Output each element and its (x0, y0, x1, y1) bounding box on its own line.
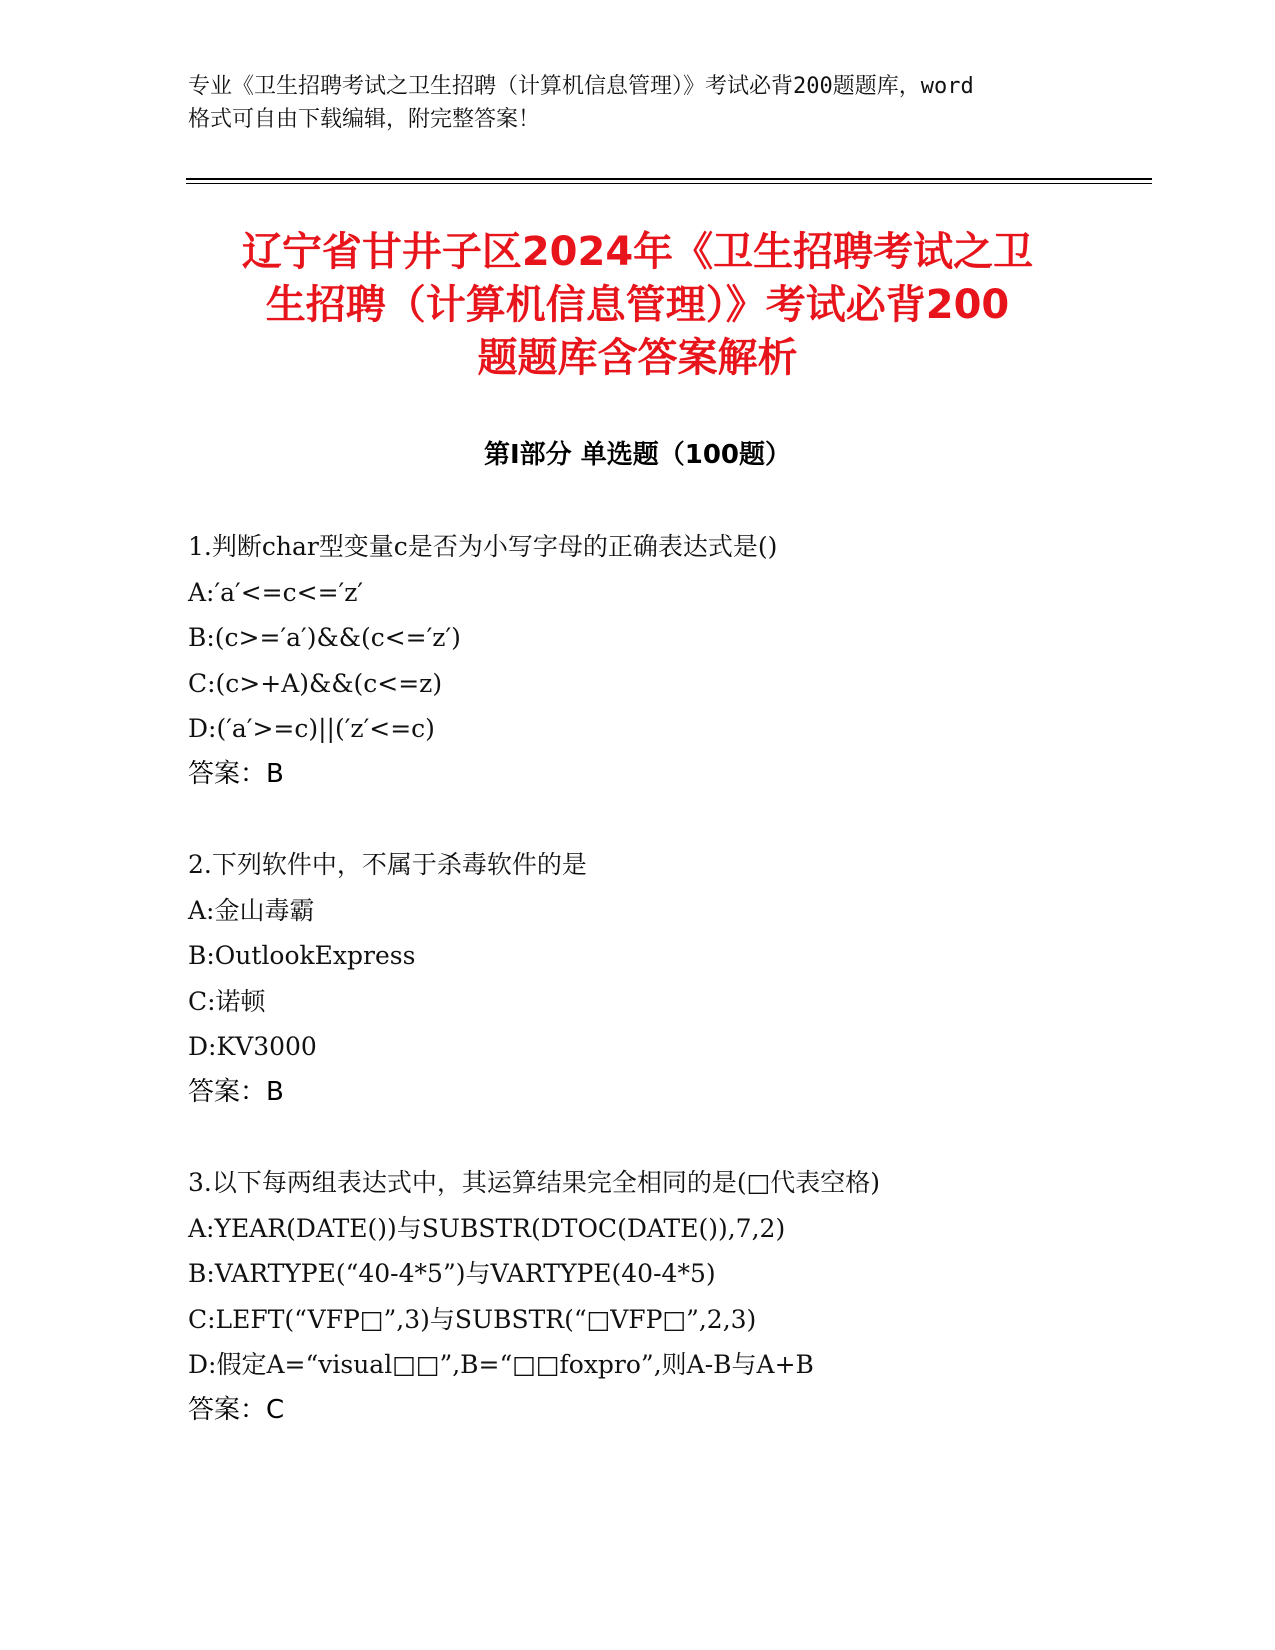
option-c: C:LEFT(“VFP□”,3)与SUBSTR(“□VFP□”,2,3) (188, 1304, 757, 1334)
title-line-3: 题题库含答案解析 (477, 335, 798, 381)
document-intro (188, 70, 1088, 136)
answer-line: 答案：B (188, 1076, 284, 1107)
option-b: B:VARTYPE(“40-4*5”)与VARTYPE(40-4*5) (188, 1259, 716, 1288)
answer-line: 答案：C (188, 1394, 285, 1425)
option-d: D:假定A=“visual□□”,B=“□□foxpro”,则A-B与A+B (188, 1350, 814, 1379)
intro-line-1: 专业《卫生招聘考试之卫生招聘（计算机信息管理）》考试必背200题题库，word (188, 74, 974, 99)
header-divider-thin (186, 183, 1152, 184)
title-line-2: 生招聘（计算机信息管理）》考试必背200 (265, 282, 1010, 328)
option-a: A:′a′<=c<=′z′ (188, 577, 364, 607)
option-a: A:YEAR(DATE())与SUBSTR(DTOC(DATE()),7,2) (188, 1213, 786, 1243)
option-d: D:KV3000 (188, 1032, 317, 1061)
question-stem: 1.判断char型变量c是否为小写字母的正确表达式是() (188, 532, 778, 561)
header-divider-thick (186, 178, 1152, 180)
option-d: D:(′a′>=c)||(′z′<=c) (188, 714, 435, 743)
question-stem: 3.以下每两组表达式中，其运算结果完全相同的是(□代表空格) (188, 1168, 880, 1197)
question-item (188, 842, 1188, 1115)
answer-line: 答案：B (188, 758, 284, 789)
option-c: C:诺顿 (188, 986, 266, 1016)
question-stem: 2.下列软件中，不属于杀毒软件的是 (188, 850, 587, 879)
title-line-1: 辽宁省甘井子区2024年《卫生招聘考试之卫 (241, 229, 1034, 275)
option-b: B:(c>=′a′)&&(c<=′z′) (188, 623, 461, 652)
intro-line-2: 格式可自由下载编辑，附完整答案！ (188, 107, 541, 132)
option-b: B:OutlookExpress (188, 941, 416, 970)
question-item (188, 1160, 1188, 1433)
option-c: C:(c>+A)&&(c<=z) (188, 668, 443, 698)
question-item (188, 524, 1188, 797)
document-title (175, 226, 1100, 385)
section-heading: 第Ⅰ部分 单选题（100题） (484, 440, 791, 470)
option-a: A:金山毒霸 (188, 895, 315, 925)
